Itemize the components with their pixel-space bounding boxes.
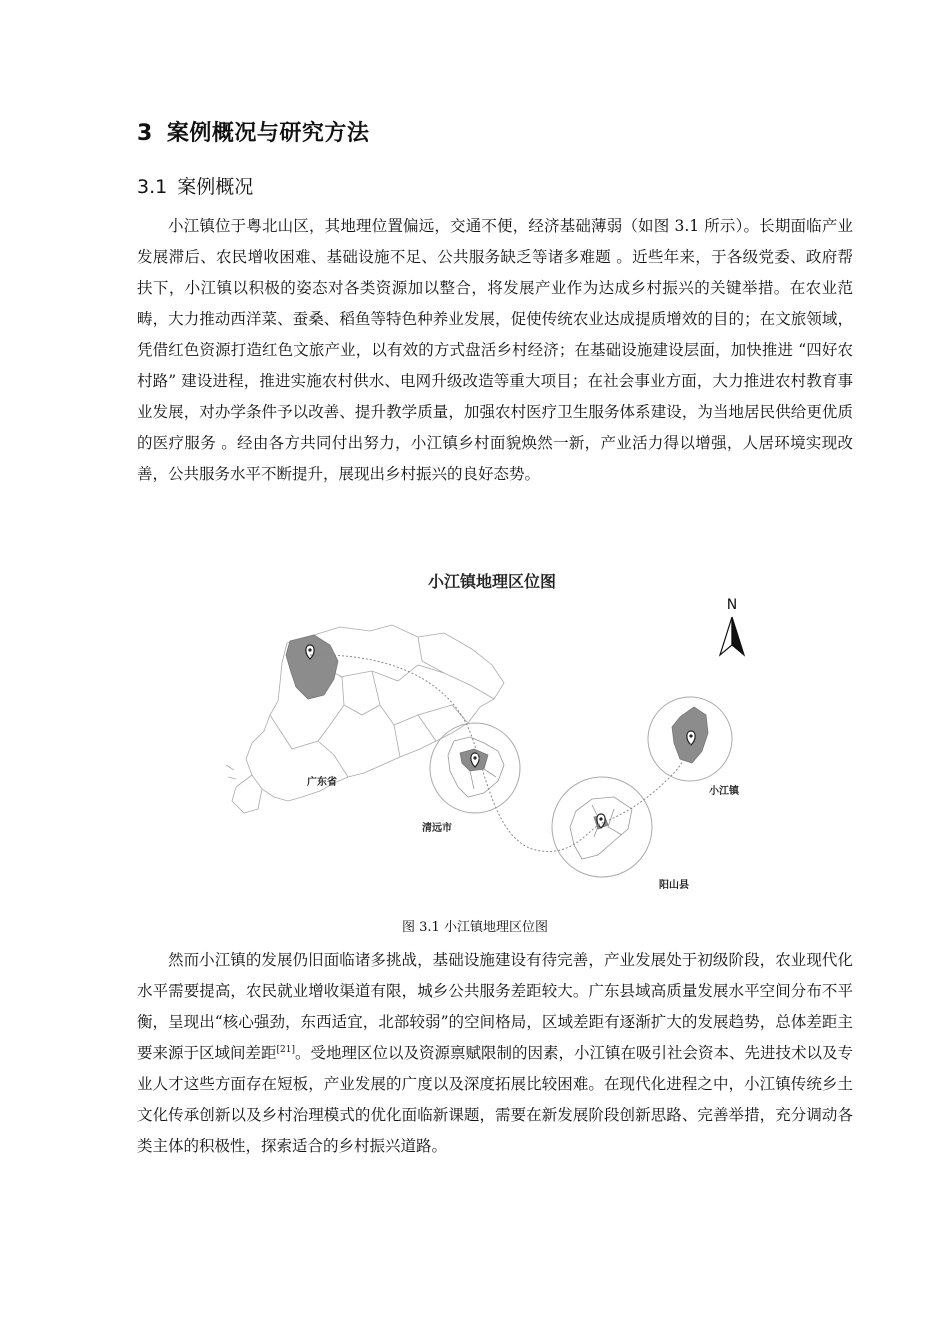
figure-caption: 图 3.1 小江镇地理区位图 (402, 920, 548, 935)
label-province: 广东省 (307, 777, 337, 788)
location-map-figure (222, 565, 762, 905)
subsection-title: 案例概况 (177, 176, 254, 198)
subsection-heading (137, 172, 253, 199)
guangdong-province-map (226, 625, 504, 813)
paragraph2-text-a: 然而小江镇的发展仍旧面临诸多挑战，基础设施建设有待完善，产业发展处于初级阶段，农业现代化水平需要提高，农民就业增收渠道有限，城乡公共服务差距较大。广东县域高质量发展水平空间分布不平衡，呈现出“核心强劲，东西适宜，北部较弱”的空间格局，区域差距有逐渐扩大的发展趋势，总体差距主要来源于区域间差距 (137, 951, 853, 1062)
label-county: 阳山县 (659, 880, 689, 891)
subsection-number: 3.1 (137, 176, 168, 198)
section-heading (137, 116, 369, 147)
body-paragraph-1: 小江镇位于粤北山区，其地理位置偏远，交通不便，经济基础薄弱（如图 3.1 所示）。长期面临产业发展滞后、农民增收困难、基础设施不足、公共服务缺乏等诸多难题 。近些年来，于各级党委、政府帮扶下，小江镇以积极的姿态对各类资源加以整合，将发展产业作为达成乡村振兴的关键举措。在农业范畴，大力推动西洋菜、蚕桑、稻鱼等特色种养业发展，促使传统农业达成提质增效的目的；在文旅领域，凭借红色资源打造红色文旅产业，以有效的方式盘活乡村经济；在基础设施建设层面，加快推进 “四好农村路” 建设进程，推进实施农村供水、电网升级改造等重大项目；在社会事业方面，大力推进农村教育事业发展，对办学条件予以改善、提升教学质量，加强农村医疗卫生服务体系建设，为当地居民供给更优质的医疗服务 。经由各方共同付出努力，小江镇乡村面貌焕然一新，产业活力得以增强，人居环境实现改善，公共服务水平不断提升，展现出乡村振兴的良好态势。 (137, 217, 853, 483)
qingyuan-city-map (448, 737, 504, 797)
north-arrow-icon (720, 597, 744, 655)
map-title: 小江镇地理区位图 (427, 572, 557, 591)
citation-ref: [21] (276, 1044, 295, 1055)
paragraph2-text-b: 。受地理区位以及资源禀赋限制的因素，小江镇在吸引社会资本、先进技术以及专业人才这些方面存在短板，产业发展的广度以及深度拓展比较困难。在现代化进程之中，小江镇传统乡土文化传承创新以及乡村治理模式的优化面临新课题，需要在新发展阶段创新思路、完善举措，充分调动各类主体的积极性，探索适合的乡村振兴道路。 (137, 1044, 854, 1155)
location-map (222, 565, 762, 905)
label-city: 清远市 (422, 823, 452, 834)
section-number: 3 (137, 121, 153, 146)
label-town: 小江镇 (709, 786, 739, 797)
connector-path (310, 655, 691, 852)
north-label: N (726, 597, 738, 613)
body-paragraph-2 (137, 945, 853, 1162)
section-title: 案例概况与研究方法 (166, 121, 370, 146)
